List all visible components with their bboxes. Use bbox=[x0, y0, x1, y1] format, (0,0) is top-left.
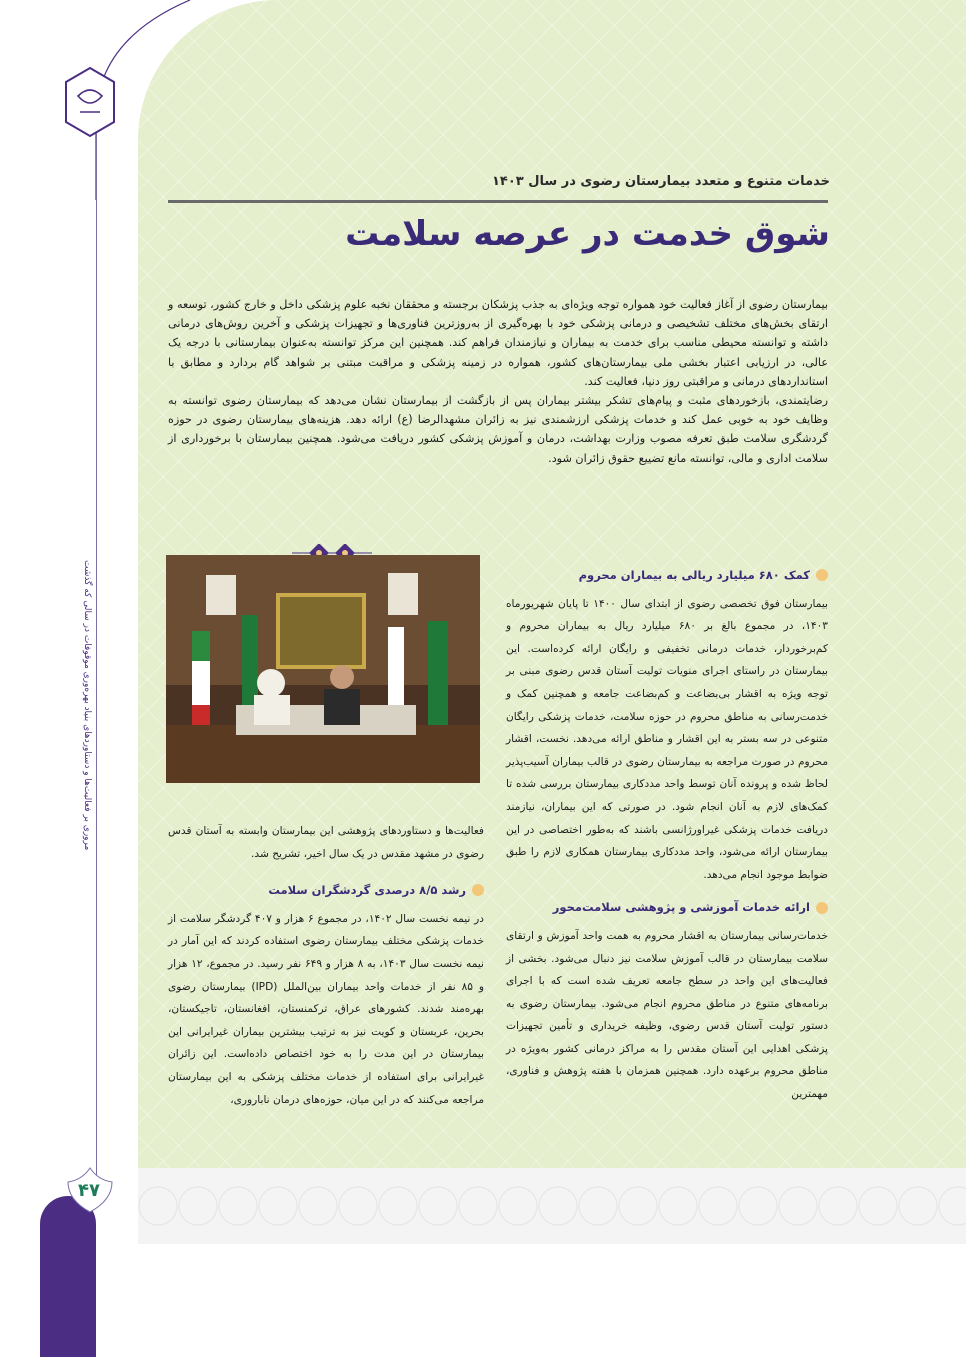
bullet-icon bbox=[816, 569, 828, 581]
title-divider bbox=[168, 200, 828, 203]
section-heading bbox=[168, 879, 484, 902]
section2-body: خدمات‌رسانی بیمارستان به اقشار محروم به همت واحد آموزش و ارتقای سلامت بیمارستان در قالب آموزش سلامت نیز دنبال می‌شود. بخشی از فعالیت‌های این واحد در سطح جامعه تعریف شده است که با اجرای برنامه‌های متنوع در مناطق محروم انجام می‌شود. بیمارستان رضوی به دستور تولیت آستان قدس رضوی، وظیفه خریداری و تأمین تجهیزات پزشکی اهدایی این آستان مقدس را به مراکز درمانی کشور به‌ویژه در مناطق محروم برعهده دارد. همچنین همزمان با هفته پژوهش و فناوری، مهمترین bbox=[506, 929, 828, 1101]
section3-heading: رشد ۸/۵ درصدی گردشگران سلامت bbox=[268, 883, 466, 898]
article-subtitle: خدمات متنوع و متعدد بیمارستان رضوی در سال ۱۴۰۳ bbox=[491, 174, 830, 189]
section-heading bbox=[506, 896, 828, 919]
section-heading bbox=[506, 564, 828, 587]
bullet-icon bbox=[816, 902, 828, 914]
left-column bbox=[168, 820, 484, 1111]
article-title: شوق خدمت در عرصه سلامت bbox=[345, 214, 830, 254]
sidebar-vertical-text: مروری بر فعالیت‌ها و دستاوردهای بنیاد بهره‌وری موقوفات در سالی که گذشت bbox=[82, 559, 92, 850]
section3-body: در نیمه نخست سال ۱۴۰۲، در مجموع ۶ هزار و ۴۰۷ گردشگر سلامت از خدمات پزشکی مختلف بیمارستان رضوی استفاده کردند که این آمار در نیمه نخست سال ۱۴۰۳، به ۸ هزار و ۶۴۹ نفر رسید. در مجموع، ۱۲ هزار و ۸۵ نفر از خدمات واحد بیماران بین‌الملل (IPD) بیمارستان رضوی بهره‌مند شدند. کشورهای عراق، ترکمنستان، افغانستان، تاجیکستان، بحرین، عربستان و کویت نیز به ترتیب بیشترین بیماران غیرایرانی این بیمارستان در این مدت را به خود اختصاص داده‌است. این زائران غیرایرانی برای استفاده از خدمات مختلف پزشکی به این بیمارستان مراجعه می‌کنند که در این میان، حوزه‌های درمان ناباروری، bbox=[168, 912, 484, 1106]
section1-heading: کمک ۶۸۰ میلیارد ریالی به بیماران محروم bbox=[578, 568, 810, 582]
logo-icon bbox=[62, 66, 118, 138]
signing-ceremony-photo bbox=[166, 555, 480, 783]
right-column bbox=[506, 560, 828, 1106]
decorative-footer-band bbox=[138, 1168, 966, 1244]
page-tab bbox=[40, 1196, 96, 1357]
section2-heading: ارائه خدمات آموزشی و پژوهشی سلامت‌محور bbox=[552, 900, 810, 915]
intro-paragraph-1: بیمارستان رضوی از آغاز فعالیت خود همواره توجه ویژه‌ای به جذب پزشکان برجسته و محققان نخبه علوم پزشکی داخل و خارج کشور، توسعه و ارتقای بخش‌های مختلف تشخیصی و درمانی پزشکی خود با بهره‌گیری از به‌روزترین فناوری‌ها و تجهیزات پزشکی و آخرین روش‌های درمانی داشته و توانسته محیطی مناسب برای خدمت به بیماران و نیازمندان فراهم کند. همچنین این مرکز توانسته به‌عنوان بیمارستانی با درجه یک عالی، در ارزیابی اعتبار بخشی ملی بیمارستان‌های کشور، همواره در زمینه پزشکی و مراقبت مبتنی بر شواهد گام بردارد و مطابق با استانداردهای درمانی و مراقبتی روز دنیا، فعالیت کند. bbox=[168, 298, 828, 388]
section1-body: بیمارستان فوق تخصصی رضوی از ابتدای سال ۱۴۰۰ تا پایان شهریورماه ۱۴۰۳، در مجموع بالغ بر ۶۸۰ میلیارد ریال به بیماران محروم و کم‌برخوردار، خدمات درمانی تخفیفی و رایگان ارائه کرده‌است. این بیمارستان در راستای اجرای منویات تولیت آستان قدس رضوی مبنی بر توجه ویژه به اقشار بی‌بضاعت و کم‌بضاعت جامعه و همچنین کمک و خدمت‌رسانی به مناطق محروم در حوزه سلامت، خدمات پزشکی رایگان متنوعی در سه بستر به این اقشار و مناطق ارائه می‌دهد. نخست، اقشار محروم در صورت مراجعه به بیمارستان رضوی در قالب بیماران آسیب‌پذیر لحاظ شده و پرونده آنان توسط واحد مددکاری بیمارستان بررسی شده تا کمک‌های لازم به آنان انجام شود. در صورتی که این بیماران، نیازمند دریافت خدمات پزشکی غیراورژانسی باشند که به‌طور اختصاصی در این بیمارستان ارائه می‌شود، واحد مددکاری بیمارستان همکاری لازم را طبق ضوابط موجود انجام می‌دهد. bbox=[506, 597, 828, 881]
intro-text bbox=[168, 295, 828, 468]
bullet-icon bbox=[472, 884, 484, 896]
sidebar-line bbox=[96, 100, 97, 1200]
photo-illustration-icon bbox=[166, 555, 480, 783]
logo-emblem bbox=[60, 62, 120, 142]
page-number: ۴۷ bbox=[78, 1179, 100, 1201]
section2-continuation: فعالیت‌ها و دستاوردهای پژوهشی این بیمارستان وابسته به آستان قدس رضوی در مشهد مقدس در یک سال اخیر، تشریح شد. bbox=[168, 825, 484, 860]
intro-paragraph-2: رضایتمندی، بازخوردهای مثبت و پیام‌های تشکر بیشتر بیماران پس از بازگشت از بیمارستان نشان می‌دهد که بیمارستان رضوی توانسته به وظایف خود به خوبی عمل کند و خدمات پزشکی ارزشمندی نیز به زائران مشهدالرضا (ع) ارائه دهد. هزینه‌های بیمارستان رضوی در حوزه گردشگری سلامت طبق تعرفه مصوب وزارت بهداشت، درمان و آموزش پزشکی کشور دریافت می‌شود. همچنین بیمارستان با برخورداری از سلامت اداری و مالی، توانسته مانع تضییع حقوق زائران شود. bbox=[168, 394, 828, 465]
